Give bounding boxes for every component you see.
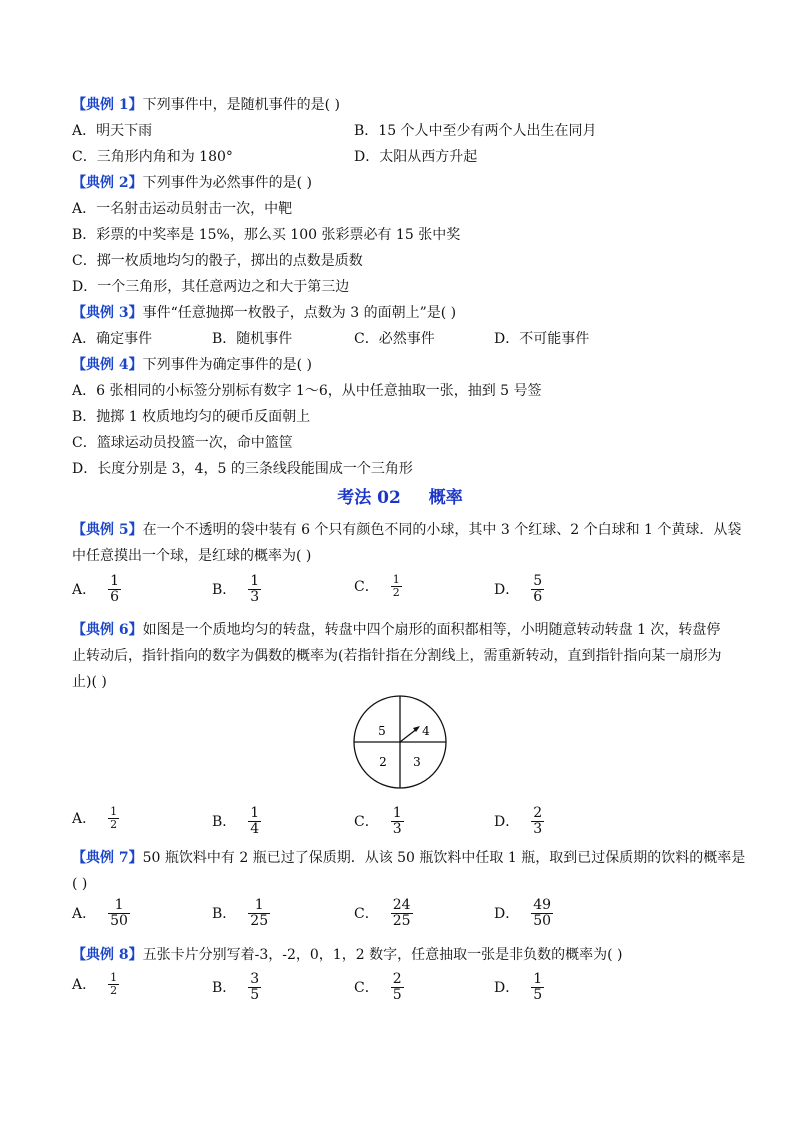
q7-tag: 【典例 7】: [72, 850, 143, 866]
q5-c-label: C．: [354, 578, 379, 595]
q6-c-label: C．: [354, 813, 379, 830]
q8-d-num: 1: [533, 971, 543, 987]
q7-b-label: B．: [212, 905, 237, 922]
q3-option-b[interactable]: B．随机事件: [212, 331, 293, 347]
q4-option-d[interactable]: D．长度分别是 3，4，5 的三条线段能围成一个三角形: [72, 461, 413, 477]
q6-a-den: 2: [110, 818, 118, 831]
spinner-sector-top-left: 5: [378, 724, 386, 738]
q6-option-b[interactable]: [212, 806, 261, 837]
q5-option-c[interactable]: [354, 574, 402, 599]
q7-b-num: 1: [248, 898, 270, 914]
q3-option-d[interactable]: D．不可能事件: [494, 331, 590, 347]
q2-option-c[interactable]: C．掷一枚质地均匀的骰子，掷出的点数是质数: [72, 253, 363, 269]
q6-stem-line2: 止转动后，指针指向的数字为偶数的概率为(若指针指在分割线上，需重新转动，直到指针指向某一扇形为: [72, 648, 722, 664]
q8-c-den: 5: [392, 987, 402, 1003]
section-heading-number: 考法 02: [337, 488, 401, 508]
q5-d-num: 5: [533, 573, 543, 589]
q5-b-den: 3: [250, 589, 260, 605]
q6-option-c[interactable]: [354, 806, 404, 837]
q1-option-b[interactable]: B．15 个人中至少有两个人出生在同月: [354, 123, 597, 139]
q8-b-den: 5: [250, 987, 260, 1003]
q5-b-label: B．: [212, 581, 237, 598]
q7-option-b[interactable]: [212, 898, 270, 929]
q4-tag: 【典例 4】: [72, 357, 143, 373]
q6-b-den: 4: [250, 821, 260, 837]
q2-text: 下列事件为必然事件的是( ): [142, 175, 312, 191]
q7-d-den: 50: [533, 913, 552, 929]
q2-tag: 【典例 2】: [72, 175, 143, 191]
q4-option-b[interactable]: B．抛掷 1 枚质地均匀的硬币反面朝上: [72, 409, 311, 425]
q8-b-label: B．: [212, 979, 237, 996]
q1-tag: 【典例 1】: [72, 97, 143, 113]
q7-text-1: 50 瓶饮料中有 2 瓶已过了保质期．从该 50 瓶饮料中任取 1 瓶，取到已过保质期的饮料的概率是: [142, 850, 746, 866]
q5-b-num: 1: [250, 573, 260, 589]
q7-c-den: 25: [392, 913, 411, 929]
q5-a-den: 6: [110, 589, 120, 605]
q6-option-d[interactable]: [494, 806, 544, 837]
spinner-diagram: [352, 694, 448, 790]
q5-tag: 【典例 5】: [72, 522, 143, 538]
q3-stem: [72, 303, 456, 323]
q7-stem-line1: [72, 848, 745, 868]
q7-c-label: C．: [354, 905, 379, 922]
q7-a-num: 1: [108, 898, 130, 914]
q6-b-num: 1: [250, 805, 260, 821]
q6-d-num: 2: [533, 805, 543, 821]
q4-text: 下列事件为确定事件的是( ): [142, 357, 312, 373]
q8-tag: 【典例 8】: [72, 947, 143, 963]
q7-a-label: A．: [72, 905, 97, 922]
q1-stem: [72, 95, 340, 115]
q8-option-b[interactable]: [212, 972, 261, 1003]
q6-c-num: 1: [392, 805, 402, 821]
q6-option-a[interactable]: [72, 806, 119, 831]
q1-text: 下列事件中，是随机事件的是( ): [142, 97, 340, 113]
q7-a-den: 50: [110, 913, 128, 929]
q5-c-num: 1: [392, 573, 400, 586]
q1-option-d[interactable]: D．太阳从西方升起: [354, 149, 478, 165]
q8-option-a[interactable]: [72, 972, 119, 997]
q5-c-den: 2: [392, 586, 400, 599]
q7-b-den: 25: [250, 913, 269, 929]
q5-a-num: 1: [110, 573, 120, 589]
q5-option-a[interactable]: [72, 574, 121, 605]
q8-b-num: 3: [250, 971, 260, 987]
q8-a-den: 2: [110, 984, 118, 997]
q6-c-den: 3: [392, 821, 402, 837]
q8-c-num: 2: [392, 971, 402, 987]
spinner-sector-bottom-left: 2: [379, 755, 387, 769]
q3-option-a[interactable]: A．确定事件: [72, 331, 153, 347]
q6-stem-line3: 止)( ): [72, 674, 107, 690]
q8-option-d[interactable]: [494, 972, 544, 1003]
q6-d-den: 3: [533, 821, 543, 837]
section-heading: [0, 486, 800, 510]
q5-d-den: 6: [533, 589, 543, 605]
q4-option-c[interactable]: C．篮球运动员投篮一次，命中篮筐: [72, 435, 293, 451]
q3-text: 事件“任意抛掷一枚骰子，点数为 3 的面朝上”是( ): [142, 305, 457, 321]
q5-stem-line2: 中任意摸出一个球，是红球的概率为( ): [72, 548, 312, 564]
q8-d-label: D．: [494, 979, 520, 996]
q6-b-label: B．: [212, 813, 237, 830]
q2-option-b[interactable]: B．彩票的中奖率是 15%，那么买 100 张彩票必有 15 张中奖: [72, 227, 461, 243]
q3-option-c[interactable]: C．必然事件: [354, 331, 435, 347]
q6-a-num: 1: [110, 805, 118, 818]
q5-text-1: 在一个不透明的袋中装有 6 个只有颜色不同的小球，其中 3 个红球、2 个白球和 1 个黄球．从袋: [142, 522, 742, 538]
q7-c-num: 24: [392, 897, 411, 913]
spinner-sector-bottom-right: 3: [413, 755, 421, 769]
q8-c-label: C．: [354, 979, 379, 996]
q2-stem: [72, 173, 312, 193]
q6-d-label: D．: [494, 813, 520, 830]
q7-d-label: D．: [494, 905, 520, 922]
q4-option-a[interactable]: A．6 张相同的小标签分别标有数字 1～6，从中任意抽取一张，抽到 5 号签: [72, 383, 542, 399]
q5-d-label: D．: [494, 581, 520, 598]
q6-tag: 【典例 6】: [72, 622, 143, 638]
q6-a-label: A．: [72, 810, 97, 827]
q4-stem: [72, 355, 312, 375]
q8-option-c[interactable]: [354, 972, 404, 1003]
q7-d-num: 49: [533, 897, 552, 913]
q6-text-1: 如图是一个质地均匀的转盘，转盘中四个扇形的面积都相等，小明随意转动转盘 1 次，转盘停: [142, 622, 721, 638]
q5-option-d[interactable]: [494, 574, 544, 605]
q1-option-a[interactable]: A．明天下雨: [72, 123, 153, 139]
q8-stem: [72, 945, 622, 965]
q7-stem-line2: ( ): [72, 876, 88, 892]
q5-option-b[interactable]: [212, 574, 261, 605]
q7-option-a[interactable]: [72, 898, 130, 929]
q5-a-label: A．: [72, 581, 97, 598]
q6-stem-line1: [72, 620, 720, 640]
q8-text: 五张卡片分别写着-3，-2，0，1，2 数字，任意抽取一张是非负数的概率为( ): [142, 947, 623, 963]
q8-a-num: 1: [110, 971, 118, 984]
section-heading-title: 概率: [428, 488, 463, 508]
q8-a-label: A．: [72, 976, 97, 993]
spinner-sector-top-right: 4: [422, 724, 430, 738]
q2-option-a[interactable]: A．一名射击运动员射击一次，中靶: [72, 201, 293, 217]
q7-option-d[interactable]: [494, 898, 553, 929]
q5-stem-line1: [72, 520, 741, 540]
q1-option-c[interactable]: C．三角形内角和为 180°: [72, 149, 233, 165]
q8-d-den: 5: [533, 987, 543, 1003]
q3-tag: 【典例 3】: [72, 305, 143, 321]
q7-option-c[interactable]: [354, 898, 413, 929]
q2-option-d[interactable]: D．一个三角形，其任意两边之和大于第三边: [72, 279, 350, 295]
